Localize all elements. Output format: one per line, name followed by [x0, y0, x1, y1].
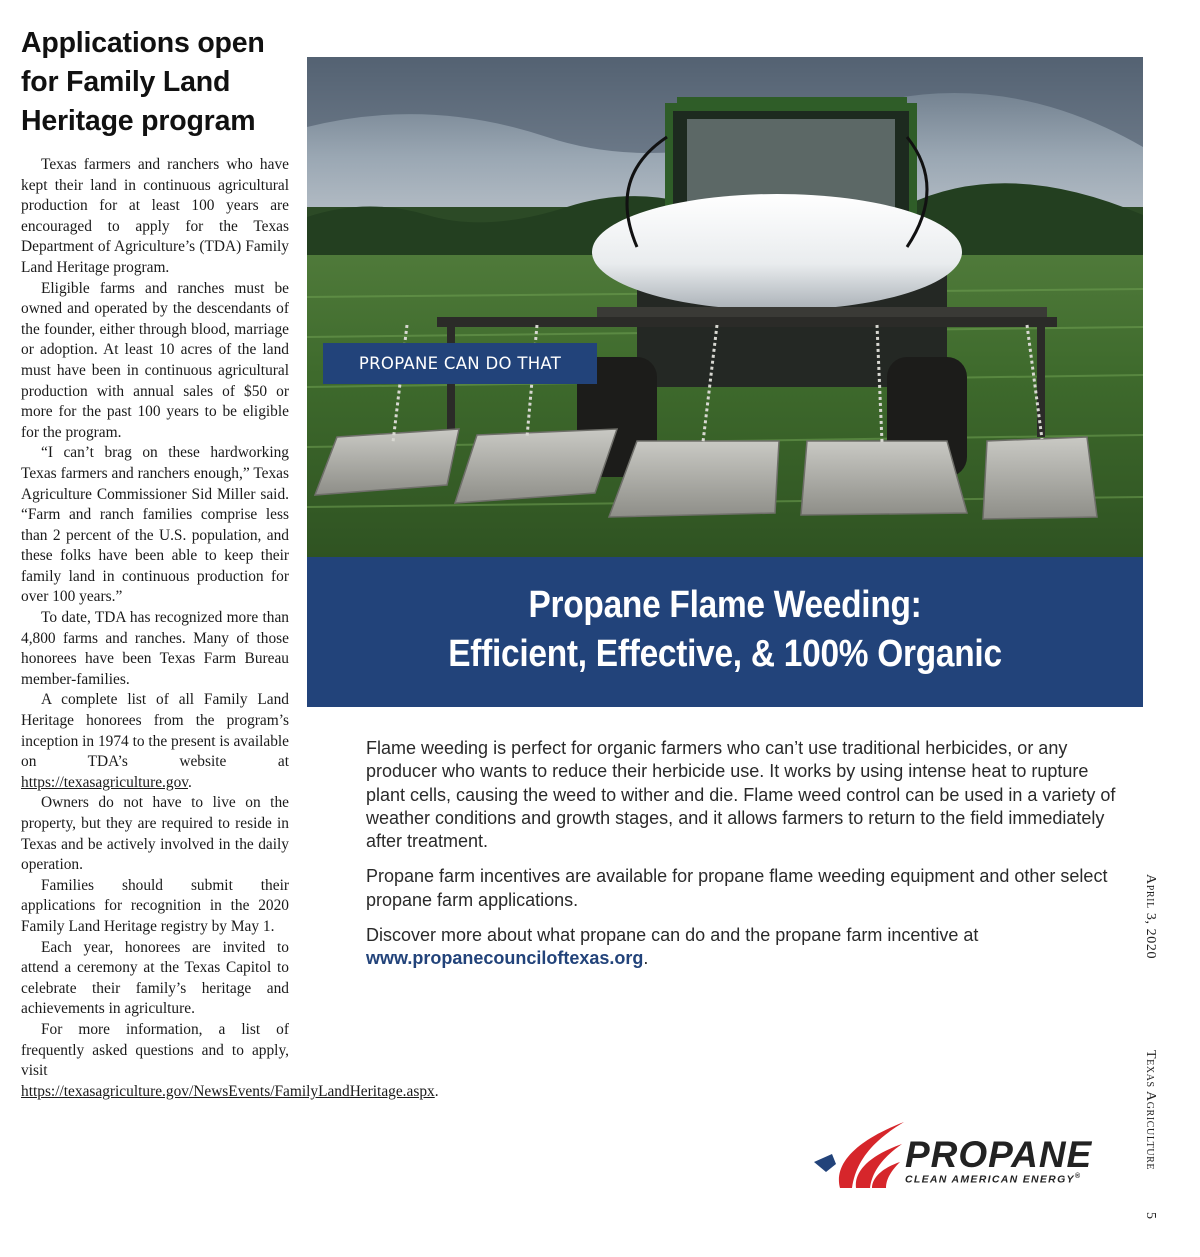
tractor-flame-weeder-photo — [307, 57, 1143, 557]
ad-headline-line-2: Efficient, Effective, & 100% Organic — [448, 633, 1002, 675]
page-number: 5 — [1143, 1212, 1158, 1220]
propane-council-link[interactable]: www.propanecounciloftexas.org — [366, 948, 644, 969]
tagline-text: CLEAN AMERICAN ENERGY — [905, 1173, 1075, 1186]
paragraph-end: . — [434, 1082, 439, 1100]
propane-can-do-that-tag: PROPANE CAN DO THAT — [323, 343, 597, 384]
propane-advertisement — [307, 57, 1143, 707]
ad-paragraph-end: . — [643, 948, 649, 969]
publication-name: Texas Agriculture — [1143, 1050, 1158, 1171]
article-paragraph — [21, 690, 289, 793]
article — [21, 24, 439, 1102]
ad-paragraph-text: Discover more about what propane can do and the propane farm incentive at — [366, 925, 979, 946]
paragraph-end: . — [187, 773, 192, 791]
issue-date: April 3, 2020 — [1143, 874, 1158, 960]
article-paragraph: Eligible farms and ranches must be owned and operated by the descendants of the founder, either through blood, marriage or adoption. At least 10 acres of the land must have been in continuous agricultural production with annual sales of $50 or more for the past 100 years to be eligible for the program. — [21, 279, 289, 441]
ad-paragraph: Propane farm incentives are available for propane flame weeding equipment and other select propane farm applications. — [366, 866, 1108, 910]
propane-flame-flag-icon — [812, 1120, 908, 1190]
ad-headline-line-1: Propane Flame Weeding: — [528, 584, 922, 626]
article-paragraph: “I can’t brag on these hardworking Texas farmers and ranchers enough,” Texas Agriculture Commissioner Sid Miller said. “Farm and ranch families comprise less than 2 percent of the U.S. population, and these folks have been able to keep their family land in continuous production for over 100 years.” — [21, 444, 289, 606]
registered-mark: ® — [1074, 1173, 1082, 1180]
family-land-heritage-link[interactable]: https://texasagriculture.gov/NewsEvents/FamilyLandHeritage.aspx — [21, 1082, 435, 1100]
article-paragraph: Families should submit their applications for recognition in the 2020 Family Land Heritage registry by May 1. — [21, 876, 289, 935]
ad-copy — [366, 737, 1116, 983]
article-paragraph: Texas farmers and ranchers who have kept their land in continuous agricultural production for at least 100 years are encouraged to apply for the Texas Department of Agriculture’s (TDA) Family Land Heritage program. — [21, 156, 289, 276]
article-paragraph: Owners do not have to live on the property, but they are required to reside in Texas and be actively involved in the daily operation. — [21, 794, 289, 874]
paragraph-text: A complete list of all Family Land Heritage honorees from the program’s inception in 1974 to the present is available on TDA’s website at — [21, 691, 289, 771]
article-body — [21, 155, 439, 1102]
propane-wordmark: PROPANE — [905, 1134, 1093, 1175]
article-paragraph: To date, TDA has recognized more than 4,800 farms and ranches. Many of those honorees have been Texas Farm Bureau member-families. — [21, 609, 289, 688]
propane-logo — [812, 1120, 1112, 1190]
article-headline: Applications open for Family Land Heritage program — [21, 27, 265, 137]
propane-tagline — [905, 1173, 1081, 1186]
paragraph-text: For more information, a list of frequently asked questions and to apply, visit — [21, 1020, 289, 1080]
ad-headline-banner — [307, 557, 1143, 707]
ad-paragraph — [366, 924, 1116, 971]
ad-paragraph: Flame weeding is perfect for organic farmers who can’t use traditional herbicides, or any producer who wants to reduce their herbicide use. It works by using intense heat to rupture plant cells, causing the weed to wither and die. Flame weed control can be used in a variety of weather conditions and growth stages, and it allows farmers to return to the field immediately after treatment. — [366, 738, 1116, 852]
article-paragraph: Each year, honorees are invited to attend a ceremony at the Texas Capitol to celebrate their family’s heritage and achievements in agriculture. — [21, 938, 289, 1018]
tda-website-link[interactable]: https://texasagriculture.gov — [21, 773, 188, 791]
article-paragraph — [21, 1020, 439, 1102]
tractor-illustration — [307, 57, 1143, 557]
